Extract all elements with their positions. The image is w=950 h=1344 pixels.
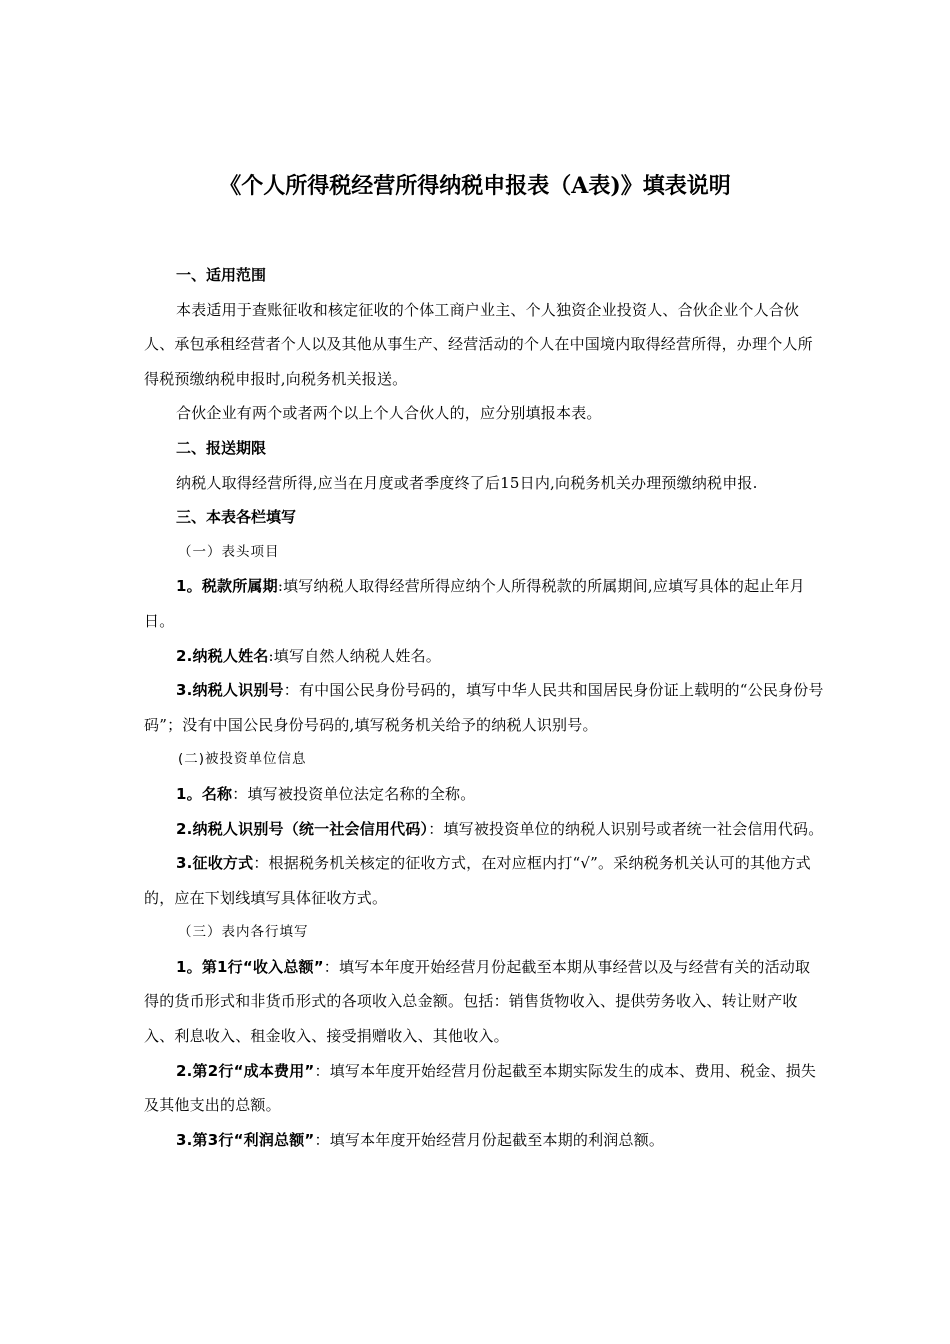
item-unit-name-text: ：填写被投资单位法定名称的全称。 xyxy=(232,784,476,803)
subsection-header-items: （一）表头项目 xyxy=(178,543,280,560)
item-row3-profit-text: ：填写本年度开始经营月份起截至本期的利润总额。 xyxy=(314,1130,665,1149)
item-unit-name xyxy=(144,777,824,812)
item-taxpayer-name-text: :填写自然人纳税人姓名。 xyxy=(268,646,442,665)
item-row1-income-label: 1。第1行“收入总额” xyxy=(176,957,324,976)
item-taxpayer-id xyxy=(144,673,824,742)
item-unit-taxpayer-id-label: 2.纳税人识别号（统一社会信用代码） xyxy=(176,819,429,838)
item-collection-method-label: 3.征收方式 xyxy=(176,854,254,873)
item-tax-period-label: 1。税款所属期 xyxy=(176,577,278,596)
item-row2-costs-label: 2.第2行“成本费用” xyxy=(176,1061,315,1080)
item-collection-method-text: ：根据税务机关核定的征收方式，在对应框内打“√”。采纳税务机关认可的其他方式的，应在下划线填写具体征收方式。 xyxy=(144,854,811,907)
item-row3-profit xyxy=(144,1123,824,1158)
item-row1-income-text: ：填写本年度开始经营月份起截至本期从事经营以及与经营有关的活动取得的货币形式和非货币形式的各项收入总金额。包括：销售货物收入、提供劳务收入、转让财产收入、利息收入、租金收入、接受捐赠收入、其他收入。 xyxy=(144,957,811,1046)
item-taxpayer-name-label: 2.纳税人姓名 xyxy=(176,646,269,665)
item-unit-name-label: 1。名称 xyxy=(176,784,233,803)
item-row1-income xyxy=(144,950,824,1054)
item-taxpayer-id-text: ：有中国公民身份号码的，填写中华人民共和国居民身份证上载明的“公民身份号码”；没有中国公民身份号码的,填写税务机关给予的纳税人识别号。 xyxy=(144,681,824,734)
item-collection-method xyxy=(144,846,824,915)
subsection-invested-unit: (二)被投资单位信息 xyxy=(178,751,307,768)
section-heading-scope: 一、适用范围 xyxy=(176,266,267,284)
item-unit-taxpayer-id-text: ：填写被投资单位的纳税人识别号或者统一社会信用代码。 xyxy=(428,819,824,838)
item-row3-profit-label: 3.第3行“利润总额” xyxy=(176,1130,315,1149)
document-body xyxy=(144,258,824,1157)
item-row2-costs-text: ：填写本年度开始经营月份起截至本期实际发生的成本、费用、税金、损失及其他支出的总额。 xyxy=(144,1061,817,1115)
deadline-paragraph: 纳税人取得经营所得,应当在月度或者季度终了后15日内,向税务机关办理预缴纳税申报. xyxy=(176,473,758,492)
section-heading-deadline: 二、报送期限 xyxy=(176,438,267,457)
subsection-table-rows: （三）表内各行填写 xyxy=(178,924,309,941)
item-taxpayer-name xyxy=(144,639,824,674)
item-tax-period-text: :填写纳税人取得经营所得应纳个人所得税款的所属期间,应填写具体的起止年月日。 xyxy=(144,577,805,630)
item-tax-period xyxy=(144,569,824,638)
item-taxpayer-id-label: 3.纳税人识别号 xyxy=(176,681,284,700)
item-row2-costs xyxy=(144,1054,824,1123)
partnership-paragraph: 合伙企业有两个或者两个以上个人合伙人的，应分别填报本表。 xyxy=(176,404,602,423)
item-unit-taxpayer-id xyxy=(144,812,824,847)
page-title: 《个人所得税经营所得纳税申报表（A表)》填表说明 xyxy=(219,173,731,199)
scope-paragraph: 本表适用于查账征收和核定征收的个体工商户业主、个人独资企业投资人、合伙企业个人合伙人、承包承租经营者个人以及其他从事生产、经营活动的个人在中国境内取得经营所得，办理个人所得税预缴纳税申报时,向税务机关报送。 xyxy=(144,300,813,388)
section-heading-fields: 三、本表各栏填写 xyxy=(176,508,297,527)
